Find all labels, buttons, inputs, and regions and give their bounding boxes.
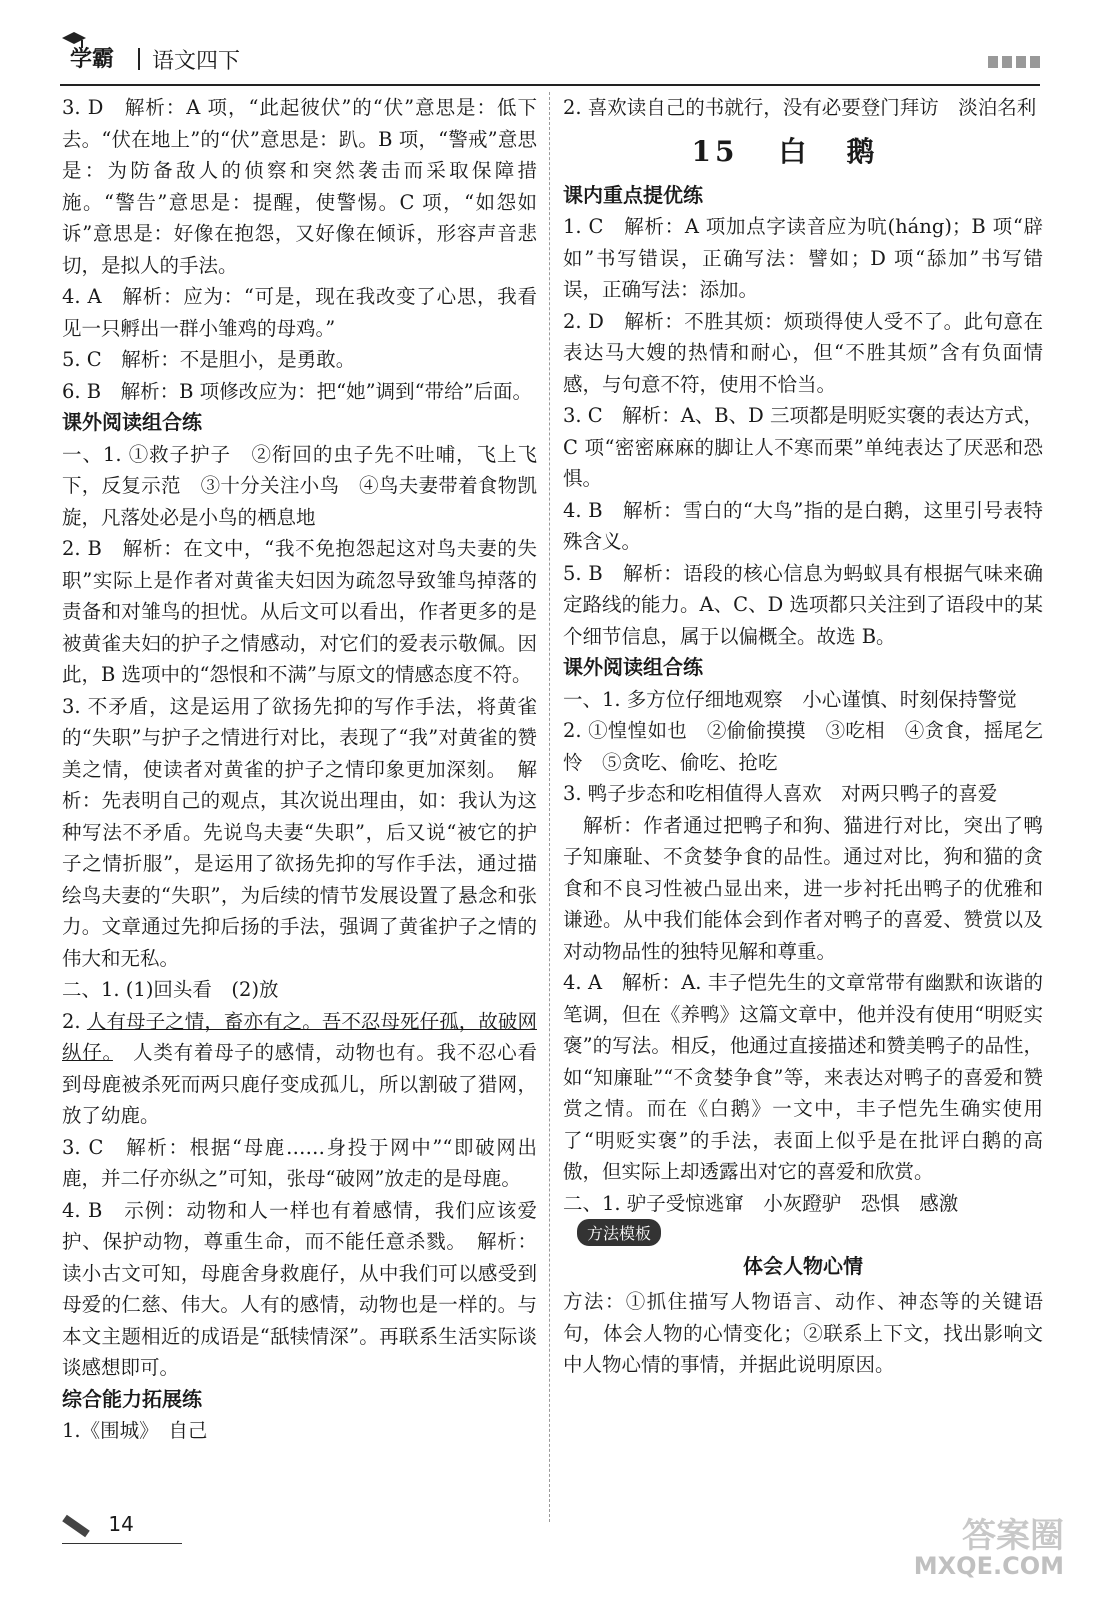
answer-text: 人类有着母子的感情，动物也有。我不忍心看到母鹿被杀死而两只鹿仔变成孤儿，所以割破了猎网，放了幼鹿。 [62,1041,537,1127]
lesson-heading [563,124,1043,180]
method-badge: 方法模板 [577,1219,661,1246]
answer-paragraph: 4. A 解析：应为：“可是，现在我改变了心思，我看见一只孵出一群小雏鸡的母鸡。” [62,285,537,340]
answer-paragraph: 2. 喜欢读自己的书就行，没有必要登门拜访 淡泊名利 [563,96,1037,119]
pencil-icon [62,1514,90,1537]
answer-paragraph: 3. C 解析：根据“母鹿……身投于网中”“即破网出鹿，并二仔亦纵之”可知，张母“破网”放走的是母鹿。 [62,1135,537,1190]
answer-paragraph: 4. B 示例：动物和人一样也有着感情，我们应该爱护、保护动物，尊重生命，而不能任意杀戮。 解析：读小古文可知，母鹿舍身救鹿仔，从中我们可以感受到母爱的仁慈、伟大。人有的感情，动物也是一样的。与本文主题相近的成语是“舐犊情深”。再联系生活实际谈谈感想即可。 [62,1198,537,1379]
answer-paragraph: 方法：①抓住描写人物语言、动作、神态等的关键语句，体会人物的心情变化；②联系上下文，找出影响文中人物心情的事情，并据此说明原因。 [563,1290,1043,1376]
answer-paragraph: 解析：作者通过把鸭子和狗、猫进行对比，突出了鸭子知廉耻、不贪婪争食的品性。通过对比，狗和猫的贪食和不良习性被凸显出来，进一步衬托出鸭子的优雅和谦逊。从中我们能体会到作者对鸭子的喜爱、赞赏以及对动物品性的独特见解和尊重。 [563,813,1043,963]
page-header [60,40,1040,86]
answer-paragraph: 1.《围城》 自己 [62,1419,208,1442]
answer-paragraph: 2. ①惶惶如也 ②偷偷摸摸 ③吃相 ④贪食，摇尾乞怜 ⑤贪吃、偷吃、抢吃 [563,719,1043,774]
page-number: 14 [108,1512,134,1536]
watermark-logo: 答案圈 [962,1516,1064,1556]
answer-paragraph: 一、1. ①救子护子 ②衔回的虫子先不吐哺，飞上飞下，反复示范 ③十分关注小鸟 ④鸟夫妻带着食物凯旋，凡落处必是小鸟的栖息地 [62,442,537,529]
right-column [563,92,1043,1381]
answer-paragraph: 4. B 解析：雪白的“大鸟”指的是白鹅，这里引号表特殊含义。 [563,498,1043,553]
answer-paragraph: 4. A 解析：A. 丰子恺先生的文章常带有幽默和诙谐的笔调，但在《养鸭》这篇文章中，他并没有使用“明贬实褒”的写法。相反，他通过直接描述和赞美鸭子的品性，如“知廉耻”“不贪婪争食”等，来表达对鸭子的喜爱和赞赏之情。而在《白鹅》一文中，丰子恺先生确实使用了“明贬实褒”的手法，表面上似乎是在批评白鹅的高傲，但实际上却透露出对它的喜爱和欣赏。 [563,971,1043,1183]
brand-logo: 学霸 [70,47,115,72]
method-badge-row [563,1219,1043,1246]
answer-paragraph [62,1006,537,1132]
answer-paragraph: 3. C 解析：A、B、D 三项都是明贬实褒的表达方式，C 项“密密麻麻的脚让人不寒而栗”单纯表达了厌恶和恐惧。 [563,404,1043,490]
answer-paragraph: 二、1. (1)回头看 (2)放 [62,978,279,1001]
lesson-number: 15 [691,134,739,168]
page-footer [62,1512,134,1536]
answer-paragraph: 2. D 解析：不胜其烦：烦琐得使人受不了。此句意在表达马大嫂的热情和耐心，但“不胜其烦”含有负面情感，与句意不符，使用不恰当。 [563,309,1043,396]
header-decoration [988,56,1040,68]
answer-paragraph: 5. C 解析：不是胆小，是勇敢。 [62,348,356,371]
section-heading: 课外阅读组合练 [62,410,202,434]
subject-title: 语文四下 [152,49,241,74]
section-heading: 课外阅读组合练 [563,655,703,679]
column-divider [549,92,550,1522]
section-heading: 综合能力拓展练 [62,1386,202,1411]
answer-paragraph: 二、1. 驴子受惊逃窜 小灰蹬驴 恐惧 感激 [563,1191,959,1215]
method-title: 体会人物心情 [743,1254,863,1278]
answer-paragraph: 1. C 解析：A 项加点字读音应为吭(háng)；B 项“辟如”书写错误，正确写法：譬如；D 项“舔加”书写错误，正确写法：添加。 [563,215,1043,301]
underlined-quote: 人有母子之情，畜亦有之。吾不忍母死仔孤，故破网纵仔。 [62,1009,537,1064]
watermark-url: MXQE.COM [913,1552,1064,1580]
answer-paragraph: 一、1. 多方位仔细地观察 小心谨慎、时刻保持警觉 [563,687,1017,711]
answer-paragraph: 2. B 解析：在文中，“我不免抱怨起这对鸟夫妻的失职”实际上是作者对黄雀夫妇因为疏忽导致雏鸟掉落的责备和对雏鸟的担忧。从后文可以看出，作者更多的是被黄雀夫妇的护子之情感动，对它们的爱表示敬佩。因此，B 选项中的“怨恨和不满”与原文的情感态度不符。 [62,537,537,686]
footer-line [62,1543,182,1544]
answer-paragraph: 6. B 解析：B 项修改应为：把“她”调到“带给”后面。 [62,379,533,403]
header-separator [138,48,140,70]
answer-paragraph: 5. B 解析：语段的核心信息为蚂蚁具有根据气味来确定路线的能力。A、C、D 选项都只关注到了语段中的某个细节信息，属于以偏概全。故选 B。 [563,561,1043,648]
section-heading: 课内重点提优练 [563,182,703,207]
answer-paragraph: 3. 不矛盾，这是运用了欲扬先抑的写作手法，将黄雀的“失职”与护子之情进行对比，表现了“我”对黄雀的赞美之情，使读者对黄雀的护子之情印象更加深刻。 解析：先表明自己的观点，其次说出理由，如：我认为这种写法不矛盾。先说鸟夫妻“失职”，后又说“被它的护子之情折服”，是运用了欲扬先抑的写作手法，通过描绘鸟夫妻的“失职”，为后续的情节发展设置了悬念和张力。文章通过先抑后扬的手法，强调了黄雀护子之情的伟大和无私。 [62,694,537,970]
left-column [62,92,537,1447]
answer-text: 2. [62,1009,87,1033]
answer-paragraph: 3. 鸭子步态和吃相值得人喜欢 对两只鸭子的喜爱 [563,782,998,805]
lesson-title: 白鹅 [778,134,915,168]
answer-paragraph: 3. D 解析：A 项，“此起彼伏”的“伏”意思是：低下去。“伏在地上”的“伏”意思是：趴。B 项，“警戒”意思是：为防备敌人的侦察和突然袭击而采取保障措施。“警告”意思是：提醒，使警惕。C 项，“如怨如诉”意思是：好像在抱怨，又好像在倾诉，形容声音悲切，是拟人的手法。 [62,96,537,277]
